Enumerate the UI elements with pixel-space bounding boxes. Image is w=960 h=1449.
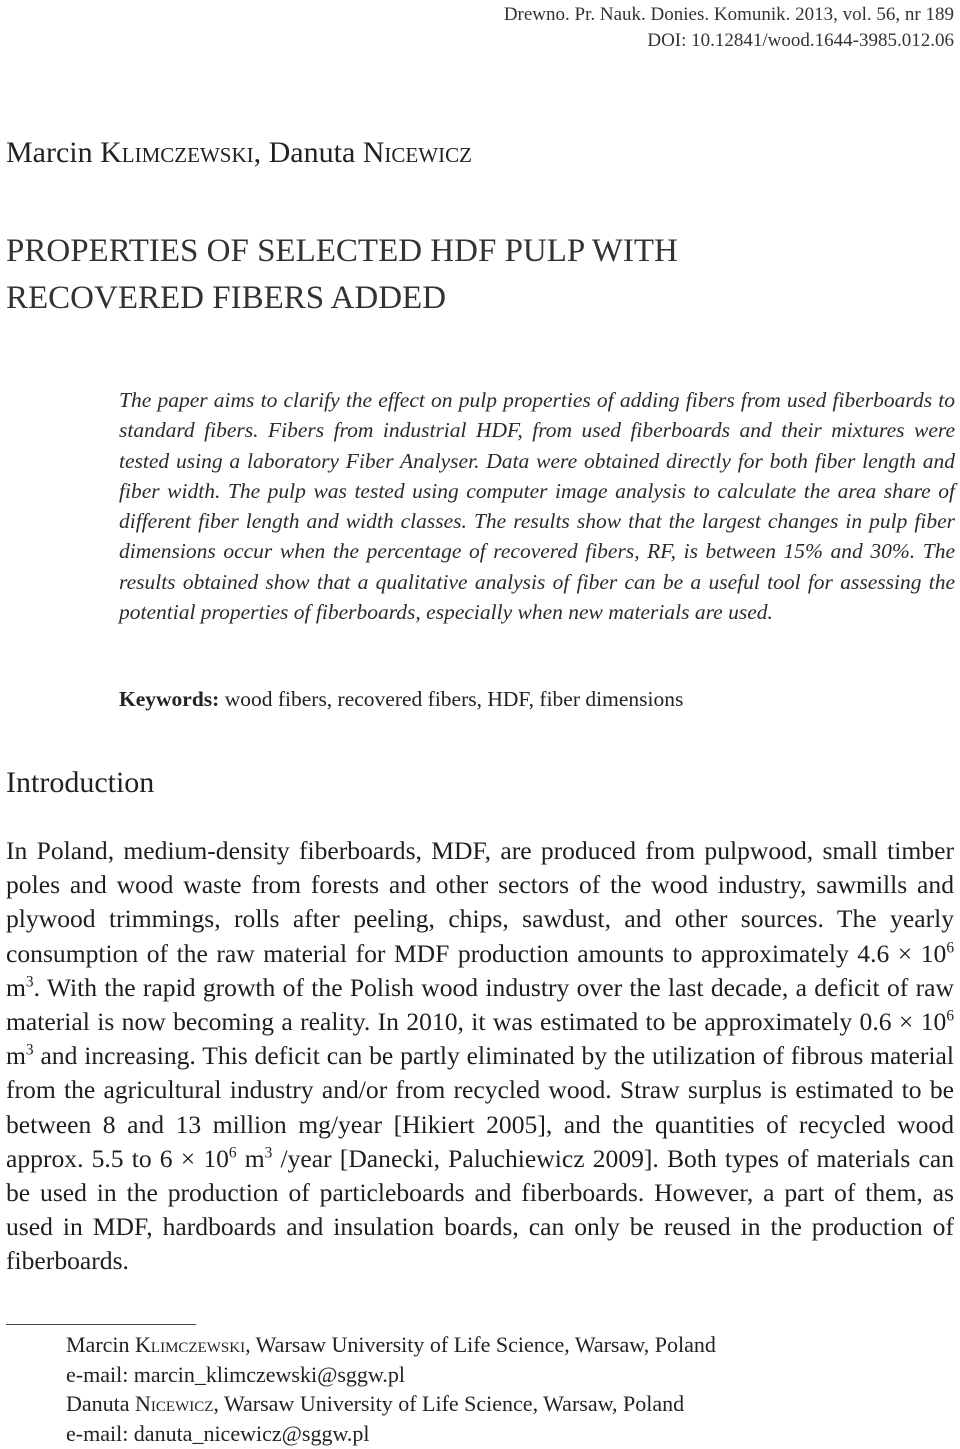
author1-first-name: Marcin (6, 136, 101, 169)
keywords-list: wood fibers, recovered fibers, HDF, fiber dimensions (219, 687, 684, 711)
footnote-divider (6, 1324, 196, 1325)
superscript: 6 (946, 1007, 954, 1025)
footnote-author2-email[interactable]: e-mail: danuta_nicewicz@sggw.pl (66, 1420, 370, 1446)
introduction-paragraph (6, 834, 954, 1279)
keywords (119, 687, 683, 712)
title-line-1: PROPERTIES OF SELECTED HDF PULP WITH (6, 233, 678, 269)
intro-text-6: m (236, 1143, 265, 1173)
superscript: 3 (25, 1041, 34, 1059)
footnote-author1-first: Marcin (66, 1332, 136, 1357)
author-footnotes (66, 1330, 716, 1448)
footnote-author2-first: Danuta (66, 1391, 136, 1416)
keywords-label: Keywords: (119, 687, 220, 711)
title-line-2: RECOVERED FIBERS ADDED (6, 280, 447, 316)
footnote-author1-email[interactable]: e-mail: marcin_klimczewski@sggw.pl (66, 1361, 405, 1387)
superscript: 6 (228, 1144, 237, 1162)
footnote-author1-affiliation: , Warsaw University of Life Science, Warsaw, Poland (245, 1332, 716, 1357)
intro-text-5: and increasing. This deficit can be partly eliminated by the utilization of fibrous material from the agricultural industry and/or from recycled wood. Straw surplus is estimated to be between 8 and 13 million mg/year [Hikiert 2005], and the quantities of recycled wood approx. 5.5 to 6 × 10 (6, 1041, 954, 1173)
author2-first-name: Danuta (268, 136, 363, 169)
journal-citation: Drewno. Pr. Nauk. Donies. Komunik. 2013, vol. 56, nr 189 (503, 4, 954, 25)
journal-header (504, 2, 954, 54)
superscript: 6 (946, 939, 954, 957)
footnote-author2 (66, 1389, 716, 1419)
footnote-author1 (66, 1330, 716, 1360)
author2-last-name: Nicewicz (362, 136, 472, 169)
superscript: 3 (264, 1144, 273, 1162)
author1-last-name: Klimczewski (100, 136, 254, 169)
abstract: The paper aims to clarify the effect on pulp properties of adding fibers from used fiberboards to standard fibers. Fibers from industrial HDF, from used fiberboards and their mixtures were tested using a laboratory Fiber Analyser. Data were obtained directly for both fiber length and fiber width. The pulp was tested using computer image analysis to calculate the area share of different fiber length and width classes. The results show that the largest changes in pulp fiber dimensions occur when the percentage of recovered fibers, RF, is between 15% and 30%. The results obtained show that a qualitative analysis of fiber can be a useful tool for assessing the potential properties of fiberboards, especially when new materials are used. (119, 388, 955, 625)
section-heading-introduction: Introduction (6, 766, 155, 799)
intro-text-4: m (6, 1041, 26, 1071)
intro-text-7: /year [Danecki, Paluchiewicz 2009]. Both types of materials can be used in the production of particleboards and fiberboards. However, a part of them, as used in MDF, hardboards and insulation boards, can only be reused in the production of fiberboards. (6, 1143, 954, 1276)
footnote-author2-last: Nicewicz (135, 1391, 214, 1416)
footnote-author1-last: Klimczewski (135, 1332, 246, 1357)
intro-text-3: . With the rapid growth of the Polish wood industry over the last decade, a deficit of raw material is now becoming a reality. In 2010, it was estimated to be approximately 0.6 × 10 (6, 972, 954, 1037)
footnote-author2-affiliation: , Warsaw University of Life Science, Warsaw, Poland (213, 1391, 685, 1416)
author-line (6, 136, 472, 170)
paper-title (6, 228, 906, 322)
intro-text-2: m (6, 972, 26, 1002)
doi: DOI: 10.12841/wood.1644-3985.012.06 (647, 30, 954, 51)
intro-text-1: In Poland, medium-density fiberboards, MDF, are produced from pulpwood, small timber poles and wood waste from forests and other sectors of the wood industry, sawmills and plywood trimmings, rolls after peeling, chips, sawdust, and other sources. The yearly consumption of the raw material for MDF production amounts to approximately 4.6 × 10 (6, 836, 954, 968)
author-separator: , (253, 136, 269, 169)
superscript: 3 (25, 973, 34, 991)
